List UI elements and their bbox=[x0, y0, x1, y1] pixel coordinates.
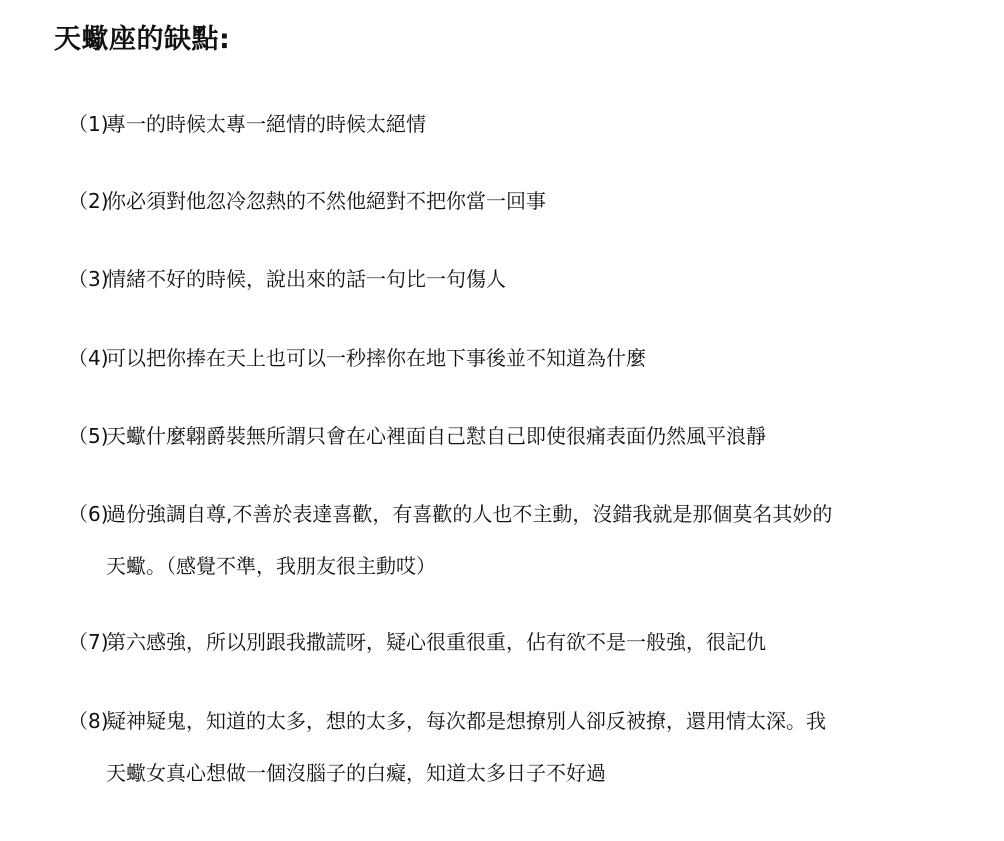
list-item-line: 可以把你捧在天上也可以一秒摔你在地下事後並不知道為什麼 bbox=[106, 346, 646, 370]
list-item bbox=[68, 104, 968, 144]
list-item-text bbox=[106, 259, 968, 299]
document-title: 天蠍座的缺點: bbox=[54, 24, 231, 55]
list-item-text bbox=[106, 622, 968, 662]
list-item-line: 你必須對他忽冷忽熱的不然他絕對不把你當一回事 bbox=[106, 189, 546, 213]
list-item-line-continued: 天蠍女真心想做一個沒腦子的白癡，知道太多日子不好過 bbox=[106, 761, 606, 785]
list-item bbox=[68, 338, 968, 378]
list-item-text bbox=[106, 104, 968, 144]
list-item-number: （6) bbox=[68, 502, 109, 526]
list-item-number: （4) bbox=[68, 346, 109, 370]
list-item-number: （8) bbox=[68, 709, 109, 733]
list-item-text bbox=[106, 181, 968, 221]
list-item-line: 專一的時候太專一絕情的時候太絕情 bbox=[106, 112, 426, 136]
list-item-text bbox=[106, 494, 968, 586]
list-item bbox=[68, 181, 968, 221]
list-item-line: 情緒不好的時候，說出來的話一句比一句傷人 bbox=[106, 267, 506, 291]
list-item-number: （7) bbox=[68, 630, 109, 654]
list-item-number: （5) bbox=[68, 424, 109, 448]
list-item-line: 過份強調自尊,不善於表達喜歡，有喜歡的人也不主動，沒錯我就是那個莫名其妙的 bbox=[106, 502, 833, 526]
list-item-text bbox=[106, 416, 968, 456]
list-item-text bbox=[106, 701, 968, 793]
list-item-number: （3) bbox=[68, 267, 109, 291]
list-item bbox=[68, 622, 968, 662]
list-item-line-continued: 天蠍。（感覺不準，我朋友很主動哎） bbox=[106, 554, 436, 578]
list-item bbox=[68, 416, 968, 456]
list-item bbox=[68, 259, 968, 299]
list-item bbox=[68, 701, 968, 793]
list-item-text bbox=[106, 338, 968, 378]
list-item-number: （2) bbox=[68, 189, 109, 213]
list-item bbox=[68, 494, 968, 586]
list-item-number: （1) bbox=[68, 112, 109, 136]
list-item-line: 疑神疑鬼，知道的太多，想的太多，每次都是想撩別人卻反被撩，還用情太深。我 bbox=[106, 709, 826, 733]
list-item-line: 第六感強，所以別跟我撒謊呀，疑心很重很重，佔有欲不是一般強，很記仇 bbox=[106, 630, 766, 654]
list-item-line: 天蠍什麼翺爵裝無所謂只會在心裡面自己懟自己即使很痛表面仍然風平浪靜 bbox=[106, 424, 766, 448]
